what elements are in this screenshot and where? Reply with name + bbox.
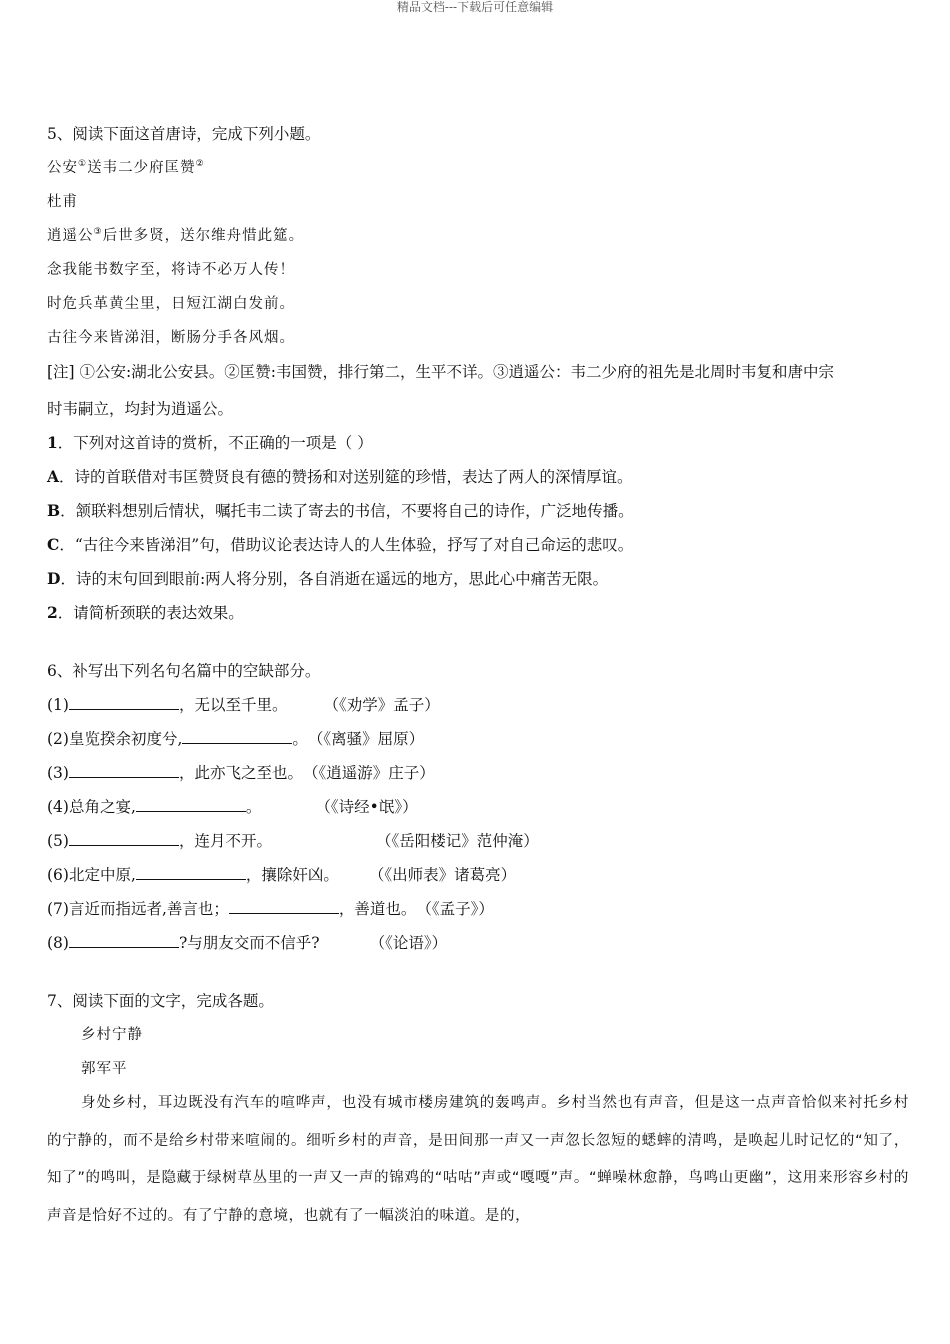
footnote-marker: ① bbox=[78, 159, 88, 170]
item-source: （《论语》） bbox=[369, 934, 448, 952]
option-label: B bbox=[47, 501, 61, 520]
item-source: （《离骚》屈原） bbox=[307, 730, 425, 748]
option-label: D bbox=[47, 569, 61, 588]
item-number: (4) bbox=[47, 798, 69, 816]
question-5 bbox=[47, 124, 909, 661]
poem-author: 杜甫 bbox=[47, 194, 78, 210]
item-source: （《劝学》孟子） bbox=[323, 696, 440, 714]
item-source: （《逍遥游》庄子） bbox=[302, 764, 435, 782]
item-number: (8) bbox=[47, 934, 69, 952]
article-author: 郭军平 bbox=[81, 1061, 128, 1077]
option-c bbox=[47, 535, 909, 569]
option-text: ．诗的首联借对韦匡赞贤良有德的赞扬和对送别筵的珍惜，表达了两人的深情厚谊。 bbox=[59, 468, 633, 486]
poem-title-text: 公安 bbox=[47, 160, 78, 176]
answer-blank[interactable] bbox=[69, 933, 179, 948]
sub-question-number: 2 bbox=[47, 603, 58, 622]
q6-intro: 6、补写出下列名句名篇中的空缺部分。 bbox=[47, 662, 321, 680]
option-text: ．“古往今来皆涕泪”句，借助议论表达诗人的人生体验，抒写了对自己命运的悲叹。 bbox=[59, 536, 634, 554]
question-7 bbox=[47, 991, 909, 1235]
item-suffix: 。 bbox=[245, 798, 262, 816]
page-header-watermark: 精品文档---下载后可任意编辑 bbox=[396, 0, 554, 14]
sub-question-1 bbox=[47, 433, 909, 467]
item-prefix: 总角之宴, bbox=[68, 798, 136, 816]
fill-blank-item-5 bbox=[47, 831, 909, 865]
poem-line-4: 古往今来皆涕泪，断肠分手各风烟。 bbox=[47, 330, 295, 346]
option-a bbox=[47, 467, 909, 501]
item-suffix: 。 bbox=[292, 730, 308, 748]
poem-line-2: 念我能书数字至，将诗不必万人传！ bbox=[47, 262, 295, 278]
item-source: （《孟子》） bbox=[416, 900, 494, 918]
article-title: 乡村宁静 bbox=[81, 1027, 143, 1043]
item-number: (7) bbox=[47, 900, 69, 918]
fill-blank-item-3 bbox=[47, 763, 909, 797]
item-prefix: 皇览揆余初度兮, bbox=[68, 730, 183, 748]
item-number: (3) bbox=[47, 764, 69, 782]
sub-question-2 bbox=[47, 603, 909, 661]
poem-title-rest: 送韦二少府匡赞 bbox=[87, 160, 196, 176]
answer-blank[interactable] bbox=[136, 865, 246, 880]
item-source: （《诗经•氓》） bbox=[315, 798, 418, 816]
fill-blank-item-7 bbox=[47, 899, 909, 933]
fill-blank-item-2 bbox=[47, 729, 909, 763]
item-suffix: ，攘除奸凶。 bbox=[245, 866, 339, 884]
footnote-marker: ③ bbox=[93, 227, 103, 238]
document-body bbox=[47, 124, 909, 1235]
fill-blank-item-1 bbox=[47, 695, 909, 729]
item-prefix: 言近而指远者,善言也； bbox=[68, 900, 229, 918]
answer-blank[interactable] bbox=[182, 729, 292, 744]
poem-notes-line-2: 时韦嗣立，均封为逍遥公。 bbox=[47, 400, 234, 418]
item-suffix: ，无以至千里。 bbox=[178, 696, 288, 714]
question-6 bbox=[47, 661, 909, 991]
item-source: （《出师表》诸葛亮） bbox=[368, 866, 517, 884]
option-label: A bbox=[47, 467, 60, 486]
item-suffix: ，善道也。 bbox=[338, 900, 417, 918]
option-label: C bbox=[47, 535, 60, 554]
fill-blank-item-4 bbox=[47, 797, 909, 831]
item-number: (6) bbox=[47, 866, 69, 884]
footnote-marker: ② bbox=[195, 159, 205, 170]
poem-line-1 bbox=[47, 226, 909, 260]
item-source: （《岳阳楼记》范仲淹） bbox=[375, 832, 539, 850]
poem-title bbox=[47, 158, 909, 192]
article-paragraph: 身处乡村，耳边既没有汽车的喧哗声，也没有城市楼房建筑的轰鸣声。乡村当然也有声音，但是这一点声音恰似来衬托乡村的宁静的，而不是给乡村带来喧闹的。细听乡村的声音，是田间那一声又一声忽长忽短的蟋蟀的清鸣，是唤起儿时记忆的“知了，知了”的鸣叫，是隐藏于绿树草丛里的一声又一声的锦鸡的“咕咕”声或“嘎嘎”声。“蝉噪林愈静，鸟鸣山更幽”，这用来形容乡村的声音是恰好不过的。有了宁静的意境，也就有了一幅淡泊的味道。是的， bbox=[47, 1095, 909, 1224]
poem-line-1-part: 逍遥公 bbox=[47, 228, 94, 244]
fill-blank-item-6 bbox=[47, 865, 909, 899]
item-number: (1) bbox=[47, 696, 69, 714]
option-text: ．颔联料想别后情状，嘱托韦二读了寄去的书信，不要将自己的诗作，广泛地传播。 bbox=[60, 502, 634, 520]
item-number: (5) bbox=[47, 832, 69, 850]
option-b bbox=[47, 501, 909, 535]
poem-line-1-rest: 后世多贤，送尔维舟惜此筵。 bbox=[102, 228, 305, 244]
option-d bbox=[47, 569, 909, 603]
answer-blank[interactable] bbox=[136, 797, 246, 812]
answer-blank[interactable] bbox=[229, 899, 339, 914]
sub-question-text: ．下列对这首诗的赏析，不正确的一项是（ ） bbox=[57, 434, 373, 452]
poem-line-3: 时危兵革黄尘里，日短江湖白发前。 bbox=[47, 296, 295, 312]
item-suffix: ，此亦飞之至也。 bbox=[178, 764, 303, 782]
q5-intro: 5、阅读下面这首唐诗，完成下列小题。 bbox=[47, 125, 321, 143]
answer-blank[interactable] bbox=[69, 695, 179, 710]
option-text: ．诗的末句回到眼前:两人将分别，各自消逝在遥远的地方，思此心中痛苦无限。 bbox=[60, 570, 609, 588]
answer-blank[interactable] bbox=[69, 831, 179, 846]
answer-blank[interactable] bbox=[69, 763, 179, 778]
sub-question-number: 1 bbox=[47, 433, 58, 452]
sub-question-text: ．请简析颈联的表达效果。 bbox=[57, 604, 244, 622]
item-suffix: ?与朋友交而不信乎? bbox=[178, 934, 320, 952]
item-prefix: 北定中原, bbox=[68, 866, 136, 884]
q7-intro: 7、阅读下面的文字，完成各题。 bbox=[47, 992, 274, 1010]
poem-notes-line-1: [注] ①公安:湖北公安县。②匡赞:韦国赞，排行第二，生平不详。③逍遥公：韦二少府的祖先是北周时韦复和唐中宗 bbox=[47, 363, 834, 381]
fill-blank-item-8 bbox=[47, 933, 909, 991]
item-suffix: ，连月不开。 bbox=[178, 832, 272, 850]
item-number: (2) bbox=[47, 730, 69, 748]
